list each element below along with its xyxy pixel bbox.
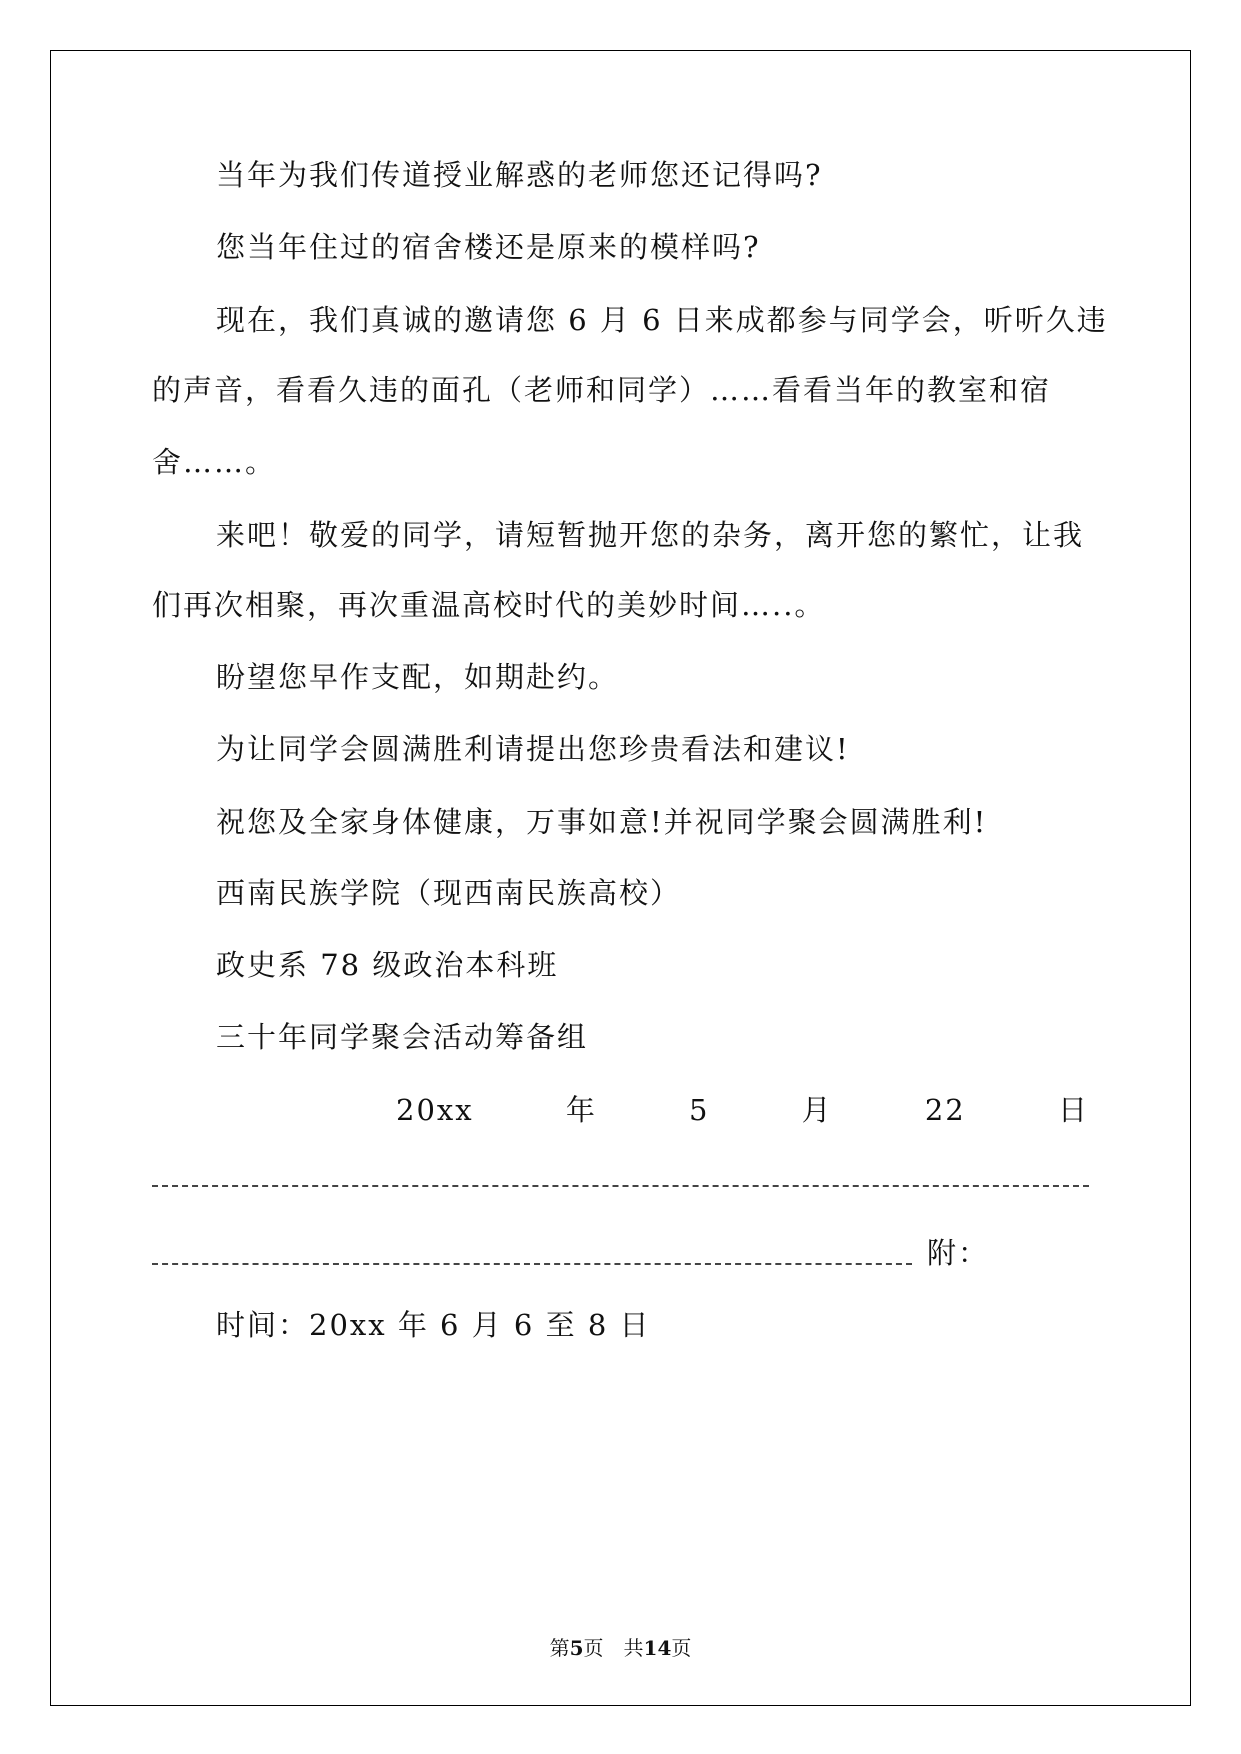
date-month: 5 <box>689 1093 710 1127</box>
separator-dashed-1 <box>152 1185 1089 1189</box>
paragraph-hope: 盼望您早作支配，如期赴约。 <box>216 660 620 694</box>
paragraph-invitation-line3: 舍……。 <box>152 445 277 479</box>
paragraph-invitation-line2: 的声音，看看久违的面孔（老师和同学）……看看当年的教室和宿 <box>152 373 1052 407</box>
paragraph-invitation-line1: 现在，我们真诚的邀请您 6 月 6 日来成都参与同学会，听听久违 <box>216 303 1108 337</box>
paragraph-suggestions: 为让同学会圆满胜利请提出您珍贵看法和建议! <box>216 732 850 766</box>
paragraph-dorm-question: 您当年住过的宿舍楼还是原来的模样吗? <box>216 230 761 264</box>
paragraph-come-line1: 来吧！敬爱的同学，请短暂抛开您的杂务，离开您的繁忙，让我 <box>216 518 1085 552</box>
date-day: 22 <box>924 1093 966 1127</box>
date-line <box>152 1090 1089 1130</box>
footer-suffix: 页 <box>671 1636 692 1660</box>
date-day-char: 日 <box>1057 1093 1089 1127</box>
paragraph-class: 政史系 78 级政治本科班 <box>216 948 559 982</box>
paragraph-teacher-question: 当年为我们传道授业解惑的老师您还记得吗? <box>216 158 823 192</box>
paragraph-school: 西南民族学院（现西南民族高校） <box>216 876 682 910</box>
page-footer <box>0 1632 1241 1661</box>
paragraph-wishes: 祝您及全家身体健康，万事如意!并祝同学聚会圆满胜利! <box>216 805 988 839</box>
attachment-label: 附： <box>927 1236 990 1270</box>
date-year-char: 年 <box>565 1093 597 1127</box>
footer-prefix: 第 <box>549 1636 570 1660</box>
date-month-char: 月 <box>801 1093 833 1127</box>
footer-total-pages: 14 <box>643 1636 672 1660</box>
separator-dashed-2 <box>152 1263 912 1267</box>
footer-page-number: 5 <box>569 1636 584 1660</box>
footer-middle: 页 共 <box>583 1636 644 1660</box>
paragraph-committee: 三十年同学聚会活动筹备组 <box>216 1020 589 1054</box>
paragraph-time: 时间：20xx 年 6 月 6 至 8 日 <box>216 1308 651 1342</box>
paragraph-come-line2: 们再次相聚，再次重温高校时代的美妙时间…..。 <box>152 588 826 622</box>
date-year: 20xx <box>396 1093 474 1127</box>
